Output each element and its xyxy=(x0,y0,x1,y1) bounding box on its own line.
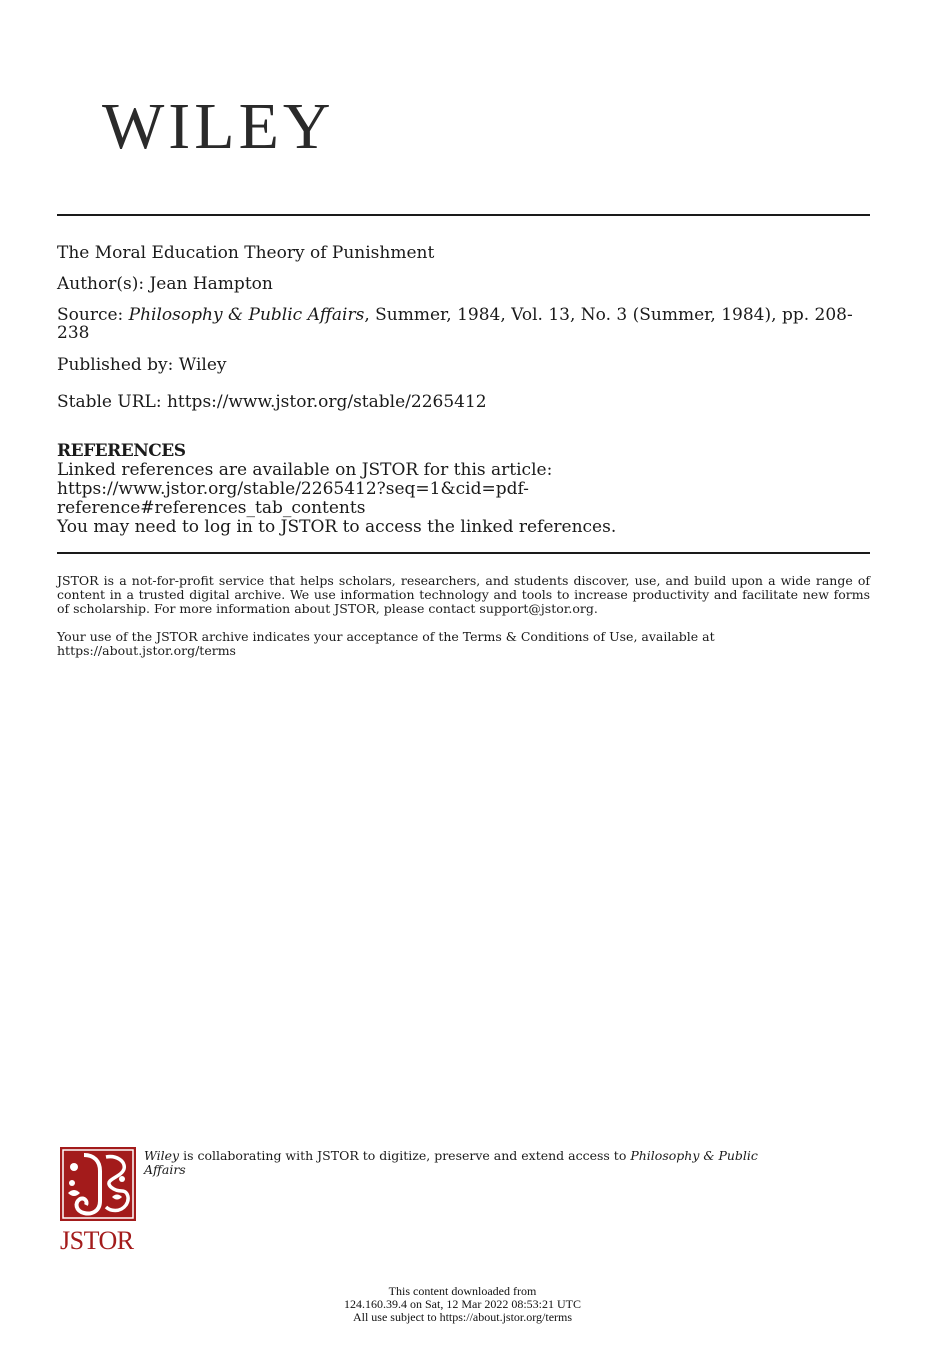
article-publisher: Published by: Wiley xyxy=(57,355,227,375)
collab-journal: Philosophy & Public Affairs xyxy=(144,1148,758,1177)
stable-url[interactable]: Stable URL: https://www.jstor.org/stable/2265412 xyxy=(57,392,487,412)
footer-line-2: 124.160.39.4 on Sat, 12 Mar 2022 08:53:21 UTC xyxy=(344,1297,581,1311)
download-footer xyxy=(300,1285,625,1324)
collab-text: is collaborating with JSTOR to digitize, preserve and extend access to xyxy=(179,1148,631,1163)
source-label: Source: xyxy=(57,305,129,325)
source-details: , Summer, 1984, Vol. 13, No. 3 (Summer, 1984), pp. 208-238 xyxy=(57,305,853,343)
references-link-line-1[interactable]: https://www.jstor.org/stable/2265412?seq=1&cid=pdf- xyxy=(57,479,529,499)
collab-publisher: Wiley xyxy=(144,1148,180,1163)
references-link-line-2[interactable]: reference#references_tab_contents xyxy=(57,498,366,518)
references-section xyxy=(57,442,870,537)
collaboration-statement xyxy=(144,1149,784,1177)
footer-line-3: All use subject to https://about.jstor.org/terms xyxy=(352,1310,573,1324)
jstor-wordmark: JSTOR xyxy=(60,1226,134,1255)
jstor-seal-icon xyxy=(60,1147,136,1221)
source-journal: Philosophy & Public Affairs xyxy=(128,305,365,325)
references-heading: REFERENCES xyxy=(57,441,186,461)
terms-link[interactable]: https://about.jstor.org/terms xyxy=(57,643,236,658)
top-divider xyxy=(57,214,870,216)
middle-divider xyxy=(57,552,870,554)
references-availability: Linked references are available on JSTOR for this article: xyxy=(57,460,553,480)
article-authors: Author(s): Jean Hampton xyxy=(57,274,273,294)
article-title: The Moral Education Theory of Punishment xyxy=(57,243,435,263)
terms-notice-text: Your use of the JSTOR archive indicates your acceptance of the Terms & Conditions of Use, available at xyxy=(57,629,715,644)
wiley-logo: WILEY xyxy=(102,90,335,163)
jstor-notice: JSTOR is a not-for-profit service that helps scholars, researchers, and students discover, use, and build upon a wide range of content in a trusted digital archive. We use information technology and tools to increase productivity and facilitate new forms of scholarship. For more information about JSTOR, please contact support@jstor.org. xyxy=(57,573,870,616)
terms-notice xyxy=(57,630,870,658)
article-source xyxy=(57,306,870,342)
footer-line-1: This content downloaded from xyxy=(388,1284,537,1298)
references-login-note: You may need to log in to JSTOR to access the linked references. xyxy=(57,517,617,537)
